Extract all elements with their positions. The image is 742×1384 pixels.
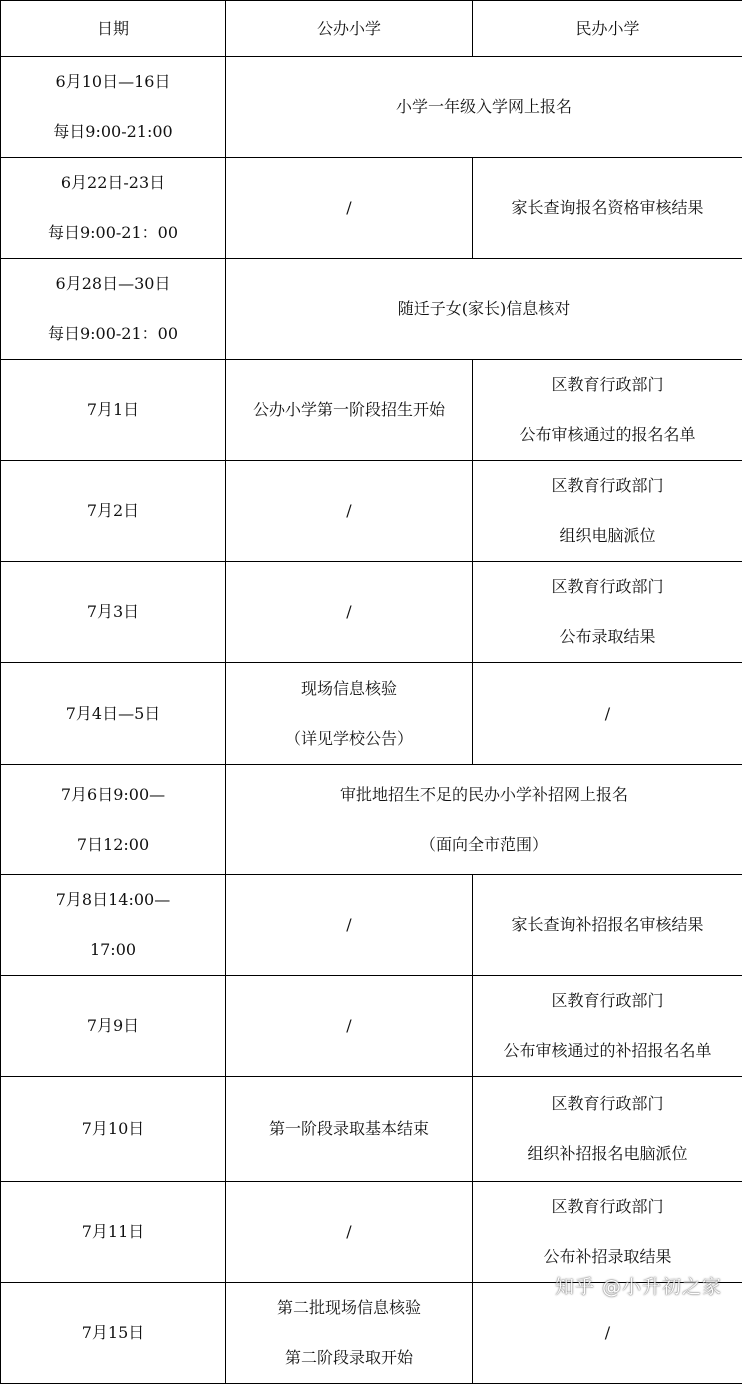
public-school-cell — [226, 461, 473, 562]
date-cell-line: 17:00 — [1, 925, 225, 975]
table-row — [1, 765, 742, 875]
public-school-cell-line: / — [226, 900, 472, 950]
date-cell — [1, 461, 226, 562]
merged-activity-cell — [226, 765, 742, 875]
table-row — [1, 562, 742, 663]
merged-activity-cell-line: 随迁子女(家长)信息核对 — [226, 284, 742, 334]
merged-activity-cell-line: （面向全市范围） — [226, 820, 742, 870]
date-cell — [1, 57, 226, 158]
date-cell-line: 7月15日 — [1, 1308, 225, 1358]
table-row — [1, 875, 742, 976]
public-school-cell-line: / — [226, 1001, 472, 1051]
private-school-cell-line: 区教育行政部门 — [473, 1079, 742, 1129]
date-cell-line: 7月10日 — [1, 1104, 225, 1154]
public-school-cell-line: 第二阶段录取开始 — [226, 1333, 472, 1383]
public-school-cell — [226, 1077, 473, 1182]
table-row — [1, 976, 742, 1077]
date-cell-line: 7月1日 — [1, 385, 225, 435]
date-cell — [1, 875, 226, 976]
public-school-cell — [226, 562, 473, 663]
date-cell-line: 6月10日—16日 — [1, 57, 225, 107]
private-school-cell — [473, 158, 742, 259]
private-school-cell-line: 区教育行政部门 — [473, 461, 742, 511]
private-school-cell — [473, 461, 742, 562]
table-body — [1, 57, 742, 1384]
private-school-cell-line: 区教育行政部门 — [473, 1182, 742, 1232]
date-cell-line: 6月28日—30日 — [1, 259, 225, 309]
date-cell-line: 7日12:00 — [1, 820, 225, 870]
date-cell-line: 7月2日 — [1, 486, 225, 536]
public-school-cell-line: 现场信息核验 — [226, 664, 472, 714]
date-cell-line: 每日9:00-21:00 — [1, 107, 225, 157]
private-school-cell-line: 区教育行政部门 — [473, 976, 742, 1026]
public-school-cell — [226, 875, 473, 976]
date-cell-line: 6月22日-23日 — [1, 158, 225, 208]
date-cell — [1, 1283, 226, 1384]
private-school-cell — [473, 976, 742, 1077]
date-cell-line: 7月4日—5日 — [1, 689, 225, 739]
public-school-cell-line: / — [226, 486, 472, 536]
date-cell-line: 每日9:00-21：00 — [1, 309, 225, 359]
date-cell — [1, 259, 226, 360]
public-school-cell — [226, 360, 473, 461]
date-cell-line: 7月6日9:00— — [1, 770, 225, 820]
date-cell-line: 7月3日 — [1, 587, 225, 637]
private-school-cell-line: 公布补招录取结果 — [473, 1232, 742, 1282]
private-school-cell — [473, 1077, 742, 1182]
private-school-cell — [473, 663, 742, 765]
merged-activity-cell — [226, 57, 742, 158]
private-school-cell-line: 区教育行政部门 — [473, 562, 742, 612]
public-school-cell — [226, 976, 473, 1077]
date-cell — [1, 1182, 226, 1283]
table-row — [1, 360, 742, 461]
merged-activity-cell-line: 审批地招生不足的民办小学补招网上报名 — [226, 770, 742, 820]
zhihu-watermark: 知乎 @小升初之家 — [555, 1272, 722, 1299]
public-school-cell — [226, 158, 473, 259]
public-school-cell-line: / — [226, 1207, 472, 1257]
table-row — [1, 1077, 742, 1182]
table-row — [1, 259, 742, 360]
public-school-cell-line: 第二批现场信息核验 — [226, 1283, 472, 1333]
private-school-cell-line: 家长查询报名资格审核结果 — [473, 183, 742, 233]
date-cell — [1, 765, 226, 875]
private-school-cell-line: 公布录取结果 — [473, 612, 742, 662]
date-cell-line: 7月11日 — [1, 1207, 225, 1257]
public-school-cell — [226, 1283, 473, 1384]
private-school-cell-line: 公布审核通过的报名名单 — [473, 410, 742, 460]
date-cell — [1, 1077, 226, 1182]
private-school-cell-line: / — [473, 1308, 742, 1358]
header-date: 日期 — [1, 1, 226, 57]
private-school-cell-line: 家长查询补招报名审核结果 — [473, 900, 742, 950]
public-school-cell-line: 第一阶段录取基本结束 — [226, 1104, 472, 1154]
header-private-school: 民办小学 — [473, 1, 742, 57]
private-school-cell-line: 区教育行政部门 — [473, 360, 742, 410]
private-school-cell-line: / — [473, 689, 742, 739]
date-cell-line: 7月9日 — [1, 1001, 225, 1051]
public-school-cell-line: / — [226, 183, 472, 233]
private-school-cell — [473, 875, 742, 976]
merged-activity-cell — [226, 259, 742, 360]
date-cell-line: 每日9:00-21：00 — [1, 208, 225, 258]
table-header-row — [1, 1, 742, 57]
date-cell — [1, 360, 226, 461]
date-cell — [1, 976, 226, 1077]
date-cell-line: 7月8日14:00— — [1, 875, 225, 925]
table-row — [1, 461, 742, 562]
header-public-school: 公办小学 — [226, 1, 473, 57]
private-school-cell-line: 组织补招报名电脑派位 — [473, 1129, 742, 1179]
table-row — [1, 158, 742, 259]
private-school-cell-line: 组织电脑派位 — [473, 511, 742, 561]
private-school-cell — [473, 562, 742, 663]
date-cell — [1, 158, 226, 259]
private-school-cell-line: 公布审核通过的补招报名名单 — [473, 1026, 742, 1076]
public-school-cell-line: （详见学校公告） — [226, 714, 472, 764]
private-school-cell — [473, 1182, 742, 1283]
table-row — [1, 663, 742, 765]
public-school-cell-line: / — [226, 587, 472, 637]
public-school-cell — [226, 1182, 473, 1283]
table-row — [1, 1182, 742, 1283]
public-school-cell-line: 公办小学第一阶段招生开始 — [226, 385, 472, 435]
private-school-cell — [473, 360, 742, 461]
public-school-cell — [226, 663, 473, 765]
table-row — [1, 57, 742, 158]
date-cell — [1, 562, 226, 663]
date-cell — [1, 663, 226, 765]
merged-activity-cell-line: 小学一年级入学网上报名 — [226, 82, 742, 132]
